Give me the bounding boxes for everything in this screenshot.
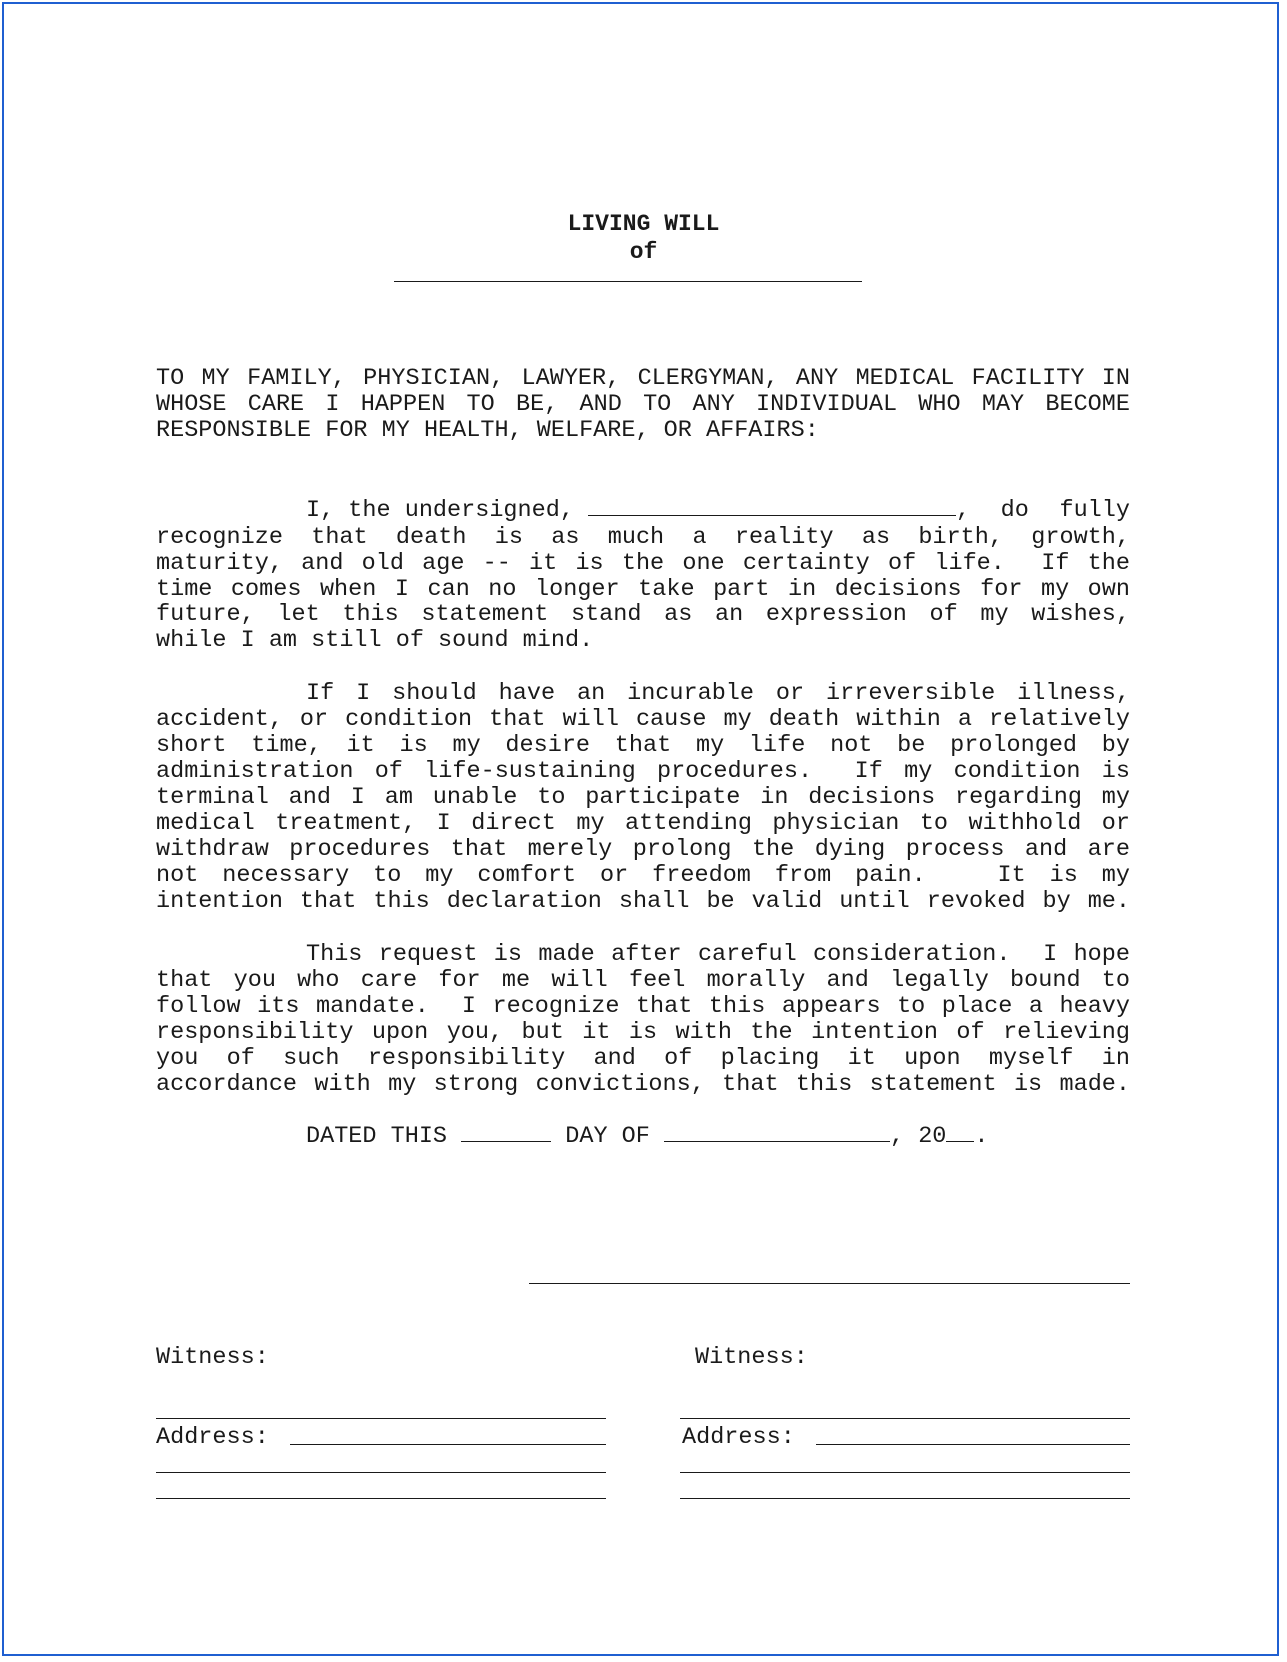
day-of-label: DAY OF [565, 1123, 650, 1150]
para2-line: not necessary to my comfort or freedom from pain. It is my [156, 862, 1130, 889]
witness-right-address-label: Address: [682, 1424, 795, 1451]
para1-line: recognize that death is as much a reality as birth, growth, [156, 524, 1130, 551]
dated-period: . [974, 1123, 989, 1150]
para1-line: time comes when I can no longer take part in decisions for my own [156, 576, 1130, 603]
witness-right-signature-line[interactable] [680, 1418, 1130, 1419]
salutation-line: RESPONSIBLE FOR MY HEALTH, WELFARE, OR AFFAIRS: [156, 417, 819, 444]
witness-right-address-line[interactable] [816, 1444, 1130, 1445]
dated-prefix: DATED THIS [306, 1123, 448, 1150]
para2-line: intention that this declaration shall be valid until revoked by me. [156, 888, 1130, 915]
document-title: LIVING WILL [567, 211, 720, 237]
month-blank[interactable] [664, 1123, 890, 1142]
witness-left-address-line-3[interactable] [156, 1498, 606, 1499]
para2-line: If I should have an incurable or irreversible illness, [306, 680, 1130, 707]
para2-line: medical treatment, I direct my attending physician to withhold or [156, 810, 1130, 837]
para3-line: you of such responsibility and of placing it upon myself in [156, 1045, 1130, 1072]
para3-line: responsibility upon you, but it is with the intention of relieving [156, 1019, 1130, 1046]
para2-line: withdraw procedures that merely prolong the dying process and are [156, 836, 1130, 863]
para1-line: while I am still of sound mind. [156, 627, 594, 654]
para2-line: short time, it is my desire that my life not be prolonged by [156, 732, 1130, 759]
witness-left-label: Witness: [156, 1344, 269, 1371]
salutation-line: TO MY FAMILY, PHYSICIAN, LAWYER, CLERGYMAN, ANY MEDICAL FACILITY IN [156, 365, 1130, 392]
witness-left-signature-line[interactable] [156, 1418, 606, 1419]
para1-first-pre: I, the undersigned, [306, 497, 574, 524]
para3-line: accordance with my strong convictions, that this statement is made. [156, 1071, 1130, 1098]
para1-first-line [156, 497, 1130, 524]
para3-line: that you who care for me will feel morally and legally bound to [156, 967, 1130, 994]
para1-line: maturity, and old age -- it is the one certainty of life. If the [156, 550, 1130, 577]
witness-right-address-line-3[interactable] [680, 1498, 1130, 1499]
dated-line [156, 1123, 1130, 1150]
para1-first-post: , do fully [955, 497, 1130, 524]
declarant-name-line[interactable] [394, 281, 862, 282]
signature-line[interactable] [529, 1283, 1130, 1284]
witness-right-label: Witness: [695, 1344, 808, 1371]
para2-line: accident, or condition that will cause my death within a relatively [156, 706, 1130, 733]
salutation-line: WHOSE CARE I HAPPEN TO BE, AND TO ANY INDIVIDUAL WHO MAY BECOME [156, 391, 1130, 418]
para3-line: This request is made after careful consideration. I hope [306, 941, 1130, 968]
witness-left-address-line[interactable] [290, 1444, 606, 1445]
para3-line: follow its mandate. I recognize that this appears to place a heavy [156, 993, 1130, 1020]
witness-left-address-line-2[interactable] [156, 1472, 606, 1473]
para2-line: administration of life-sustaining procedures. If my condition is [156, 758, 1130, 785]
para1-line: future, let this statement stand as an expression of my wishes, [156, 601, 1130, 628]
undersigned-name-blank[interactable] [588, 497, 956, 516]
document-title-of: of [629, 239, 658, 265]
day-blank[interactable] [461, 1123, 551, 1142]
year-prefix: 20 [918, 1123, 947, 1150]
witness-right-address-line-2[interactable] [680, 1472, 1130, 1473]
year-blank[interactable] [946, 1123, 974, 1142]
para2-line: terminal and I am unable to participate in decisions regarding my [156, 784, 1130, 811]
dated-comma: , [889, 1123, 905, 1150]
witness-left-address-label: Address: [156, 1424, 269, 1451]
